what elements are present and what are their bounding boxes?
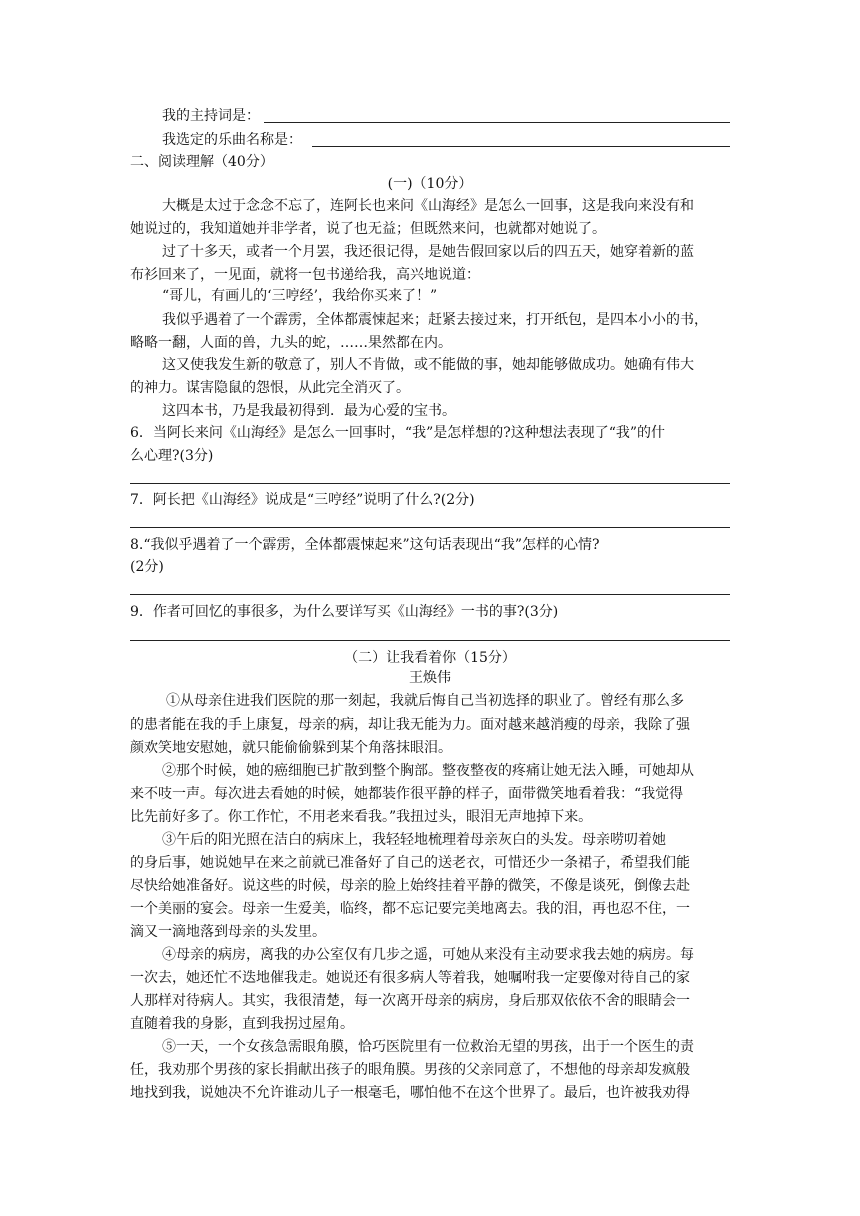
passage2-line: 地找到我，说她决不允许谁动儿子一根毫毛，哪怕他不在这个世界了。最后，也许被我劝得 (130, 1085, 690, 1101)
passage1-line: 的神力。谋害隐鼠的怨恨，从此完全消灭了。 (130, 380, 410, 396)
passage2-line: ⑤一天，一个女孩急需眼角膜，恰巧医院里有一位救治无望的男孩，出于一个医生的责 (162, 1039, 694, 1055)
music-label: 我选定的乐曲名称是： (162, 132, 302, 148)
passage2-line: ②那个时候，她的癌细胞已扩散到整个胸部。整夜整夜的疼痛让她无法入睡，可她却从 (162, 763, 694, 779)
passage2-line: 滴又一滴地落到母亲的头发里。 (130, 924, 326, 940)
question-9: 9．作者可回忆的事很多，为什么要详写买《山海经》一书的事?(3分) (130, 604, 559, 620)
passage2-line: 一次去，她还忙不迭地催我走。她说还有很多病人等着我，她嘱咐我一定要像对待自己的家 (130, 970, 690, 986)
passage1-heading: (一)（10分） (387, 176, 473, 192)
passage1-line: 略略一翻，人面的兽，九头的蛇，……果然都在内。 (130, 335, 452, 351)
passage2-line: 的身后事，她说她早在来之前就已准备好了自己的送老衣，可惜还少一条裙子，希望我们能 (130, 855, 690, 871)
passage2-line: 直随着我的身影，直到我拐过屋角。 (130, 1016, 354, 1032)
answer-line-q8[interactable] (130, 594, 730, 595)
passage1-line: 她说过的，我知道她并非学者，说了也无益；但既然来问，也就都对她说了。 (130, 221, 606, 237)
passage2-line: ①从母亲住进我们医院的那一刻起，我就后悔自己当初选择的职业了。曾经有那么多 (166, 693, 684, 709)
passage2-line: 一个美丽的宴会。母亲一生爱美，临终，都不忘记要完美地离去。我的泪，再也忍不住，一 (130, 901, 690, 917)
host-answer-line[interactable] (264, 122, 730, 123)
answer-line-q9[interactable] (130, 640, 730, 641)
passage1-line: “哥儿，有画儿的‘三哼经’，我给你买来了！” (162, 288, 438, 304)
passage1-line: 大概是太过于念念不忘了，连阿长也来问《山海经》是怎么一回事，这是我向来没有和 (162, 198, 694, 214)
question-6: 6．当阿长来问《山海经》是怎么一回事时，“我”是怎样想的?这种想法表现了“我”的什 (130, 425, 666, 441)
answer-line-q6[interactable] (130, 483, 730, 484)
passage2-heading: （二）让我看着你（15分） (344, 650, 516, 666)
passage1-line: 布衫回来了，一见面，就将一包书递给我，高兴地说道： (130, 267, 480, 283)
passage2-line: 比先前好多了。你工作忙，不用老来看我。”我扭过头，眼泪无声地掉下来。 (130, 809, 593, 825)
question-6-cont: 么心理?(3分) (130, 448, 214, 464)
passage2-line: 颜欢笑地安慰她，就只能偷偷躲到某个角落抹眼泪。 (130, 740, 452, 756)
passage2-line: ③午后的阳光照在洁白的病床上，我轻轻地梳理着母亲灰白的头发。母亲唠叨着她 (162, 832, 666, 848)
passage2-line: 人那样对待病人。其实，我很清楚，每一次离开母亲的病房，身后那双依依不舍的眼睛会一 (130, 993, 690, 1009)
question-8-cont: (2分) (130, 559, 164, 575)
passage2-line: 任，我劝那个男孩的家长捐献出孩子的眼角膜。男孩的父亲同意了，不想他的母亲却发疯般 (130, 1062, 690, 1078)
section-heading: 二、阅读理解（40分） (130, 154, 274, 170)
host-label: 我的主持词是： (162, 108, 260, 124)
passage1-line: 我似乎遇着了一个霹雳，全体都震悚起来；赶紧去接过来，打开纸包，是四本小小的书， (162, 312, 708, 328)
question-7: 7．阿长把《山海经》说成是“三哼经”说明了什么?(2分) (130, 492, 475, 508)
passage1-line: 这又使我发生新的敬意了，别人不肯做，或不能做的事，她却能够做成功。她确有伟大 (162, 357, 694, 373)
answer-line-q7[interactable] (130, 527, 730, 528)
passage1-line: 这四本书，乃是我最初得到．最为心爱的宝书。 (162, 403, 456, 419)
passage2-line: 尽快给她准备好。说这些的时候，母亲的脸上始终挂着平静的微笑，不像是谈死，倒像去赴 (130, 878, 690, 894)
passage2-line: 来不吱一声。每次进去看她的时候，她都装作很平静的样子，面带微笑地看着我：“我觉得 (130, 786, 684, 802)
question-8: 8.“我似乎遇着了一个霹雳，全体都震悚起来”这句话表现出“我”怎样的心情? (130, 537, 600, 553)
passage2-author: 王焕伟 (409, 670, 451, 686)
music-answer-line[interactable] (312, 146, 730, 147)
passage1-line: 过了十多天，或者一个月罢，我还很记得，是她告假回家以后的四五天，她穿着新的蓝 (162, 244, 694, 260)
passage2-line: ④母亲的病房，离我的办公室仅有几步之遥，可她从来没有主动要求我去她的病房。每 (162, 947, 694, 963)
passage2-line: 的患者能在我的手上康复，母亲的病，却让我无能为力。面对越来越消瘦的母亲，我除了强 (130, 717, 690, 733)
